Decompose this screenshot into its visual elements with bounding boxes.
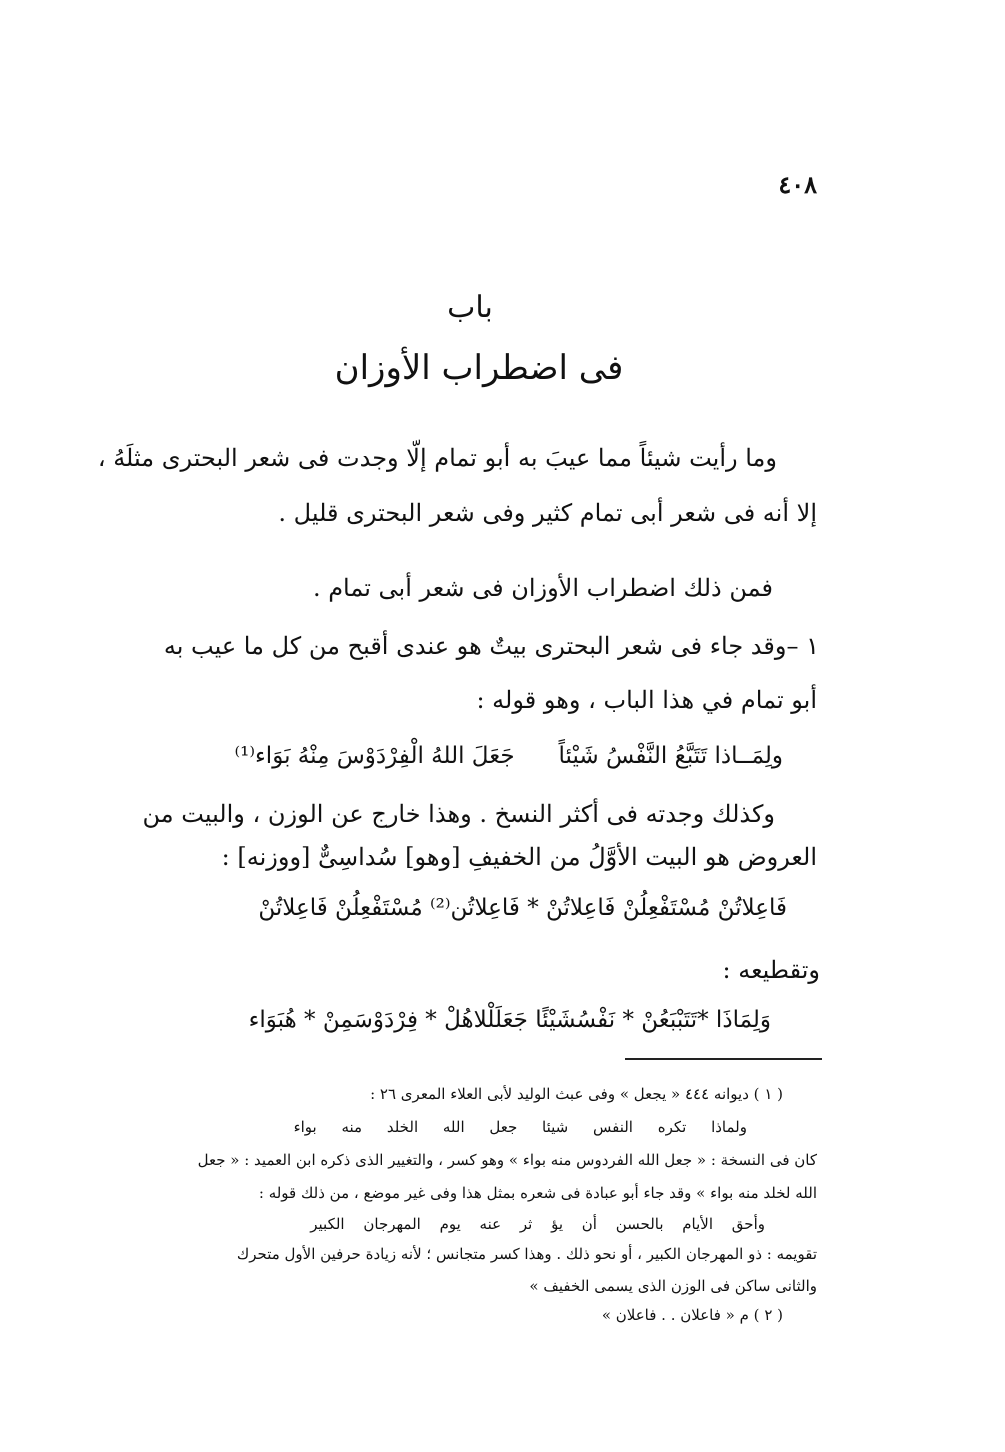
footnote-2: ( ٢ ) م « فاعلان . . فاعلان » bbox=[601, 1306, 783, 1324]
poem-verse bbox=[234, 743, 783, 769]
footnote-line-3: كان فى النسخة : « جعل الله الفردوس منه بواء » وهو كسر ، والتغيير الذى ذكره ابن العميد : « جعل bbox=[197, 1151, 817, 1169]
verse-scansion: وَلِمَاذَا *تَتَبْبَعُنْ * نَفْسُشَيْئًا جَعَلَلْلاهُلْ * فِرْدَوْسَمِنْ * هُبَوَاء bbox=[248, 1007, 771, 1033]
footnote-line-7: والثانى ساكن فى الوزن الذى يسمى الخفيف » bbox=[529, 1277, 817, 1295]
page-number: ٤٠٨ bbox=[778, 170, 817, 199]
body-line-8: العروض هو البيت الأوَّلُ من الخفيفِ [وهو] سُداسِىٌّ [ووزنه] : bbox=[221, 843, 817, 871]
chapter-title: فى اضطراب الأوزان bbox=[334, 348, 624, 388]
body-line-2: إلا أنه فى شعر أبى تمام كثير وفى شعر البحترى قليل . bbox=[278, 499, 817, 527]
body-line-10: وتقطيعه : bbox=[722, 956, 820, 984]
meter-pattern: فَاعِلاتُنْ مُسْتَفْعِلُنْ فَاعِلاتُنْ * فَاعِلاتُن⁽²⁾ مُسْتَفْعِلُنْ فَاعِلاتُنْ bbox=[258, 895, 787, 921]
footnote-verse-1: ولماذا تكره النفس شيئا جعل الله الخلد منه بواء bbox=[293, 1118, 747, 1136]
body-line-5: أبو تمام في هذا الباب ، وهو قوله : bbox=[476, 686, 817, 714]
footnote-verse-2: وأحق الأيام بالحسن أن يؤ ثر عنه يوم المهرجان الكبير bbox=[310, 1215, 765, 1233]
body-line-1: وما رأيت شيئاً مما عيبَ به أبو تمام إلّا وجدت فى شعر البحترى مثلَهُ ، bbox=[97, 444, 777, 472]
body-line-7: وكذلك وجدته فى أكثر النسخ . وهذا خارج عن الوزن ، والبيت من bbox=[142, 800, 775, 828]
chapter-label: باب bbox=[447, 290, 493, 325]
footnote-line-4: الله لخلد منه بواء » وقد جاء أبو عبادة فى شعره بمثل هذا وفى غير موضع ، من ذلك قوله : bbox=[258, 1184, 817, 1202]
footnote-line-6: تقويمه : ذو المهرجان الكبير ، أو نحو ذلك . وهذا كسر متجانس ؛ لأنه زيادة حرفين الأول متحرك bbox=[236, 1245, 817, 1263]
body-line-3: فمن ذلك اضطراب الأوزان فى شعر أبى تمام . bbox=[312, 574, 773, 602]
footnote-1: ( ١ ) ديوانه ٤٤٤ « يجعل » وفى عبث الوليد لأبى العلاء المعرى ٢٦ : bbox=[370, 1085, 783, 1103]
footnote-divider bbox=[625, 1058, 822, 1060]
body-line-4: ١ –وقد جاء فى شعر البحترى بيتٌ هو عندى أقبح من كل ما عيب به bbox=[163, 632, 819, 660]
verse-second-hemistich: جَعَلَ اللهُ الْفِرْدَوْسَ مِنْهُ بَوَاء⁽¹⁾ bbox=[234, 743, 515, 769]
verse-first-hemistich: ولِمَــاذا تَتَبَّعُ النَّفْسُ شَيْئاً bbox=[558, 743, 783, 769]
